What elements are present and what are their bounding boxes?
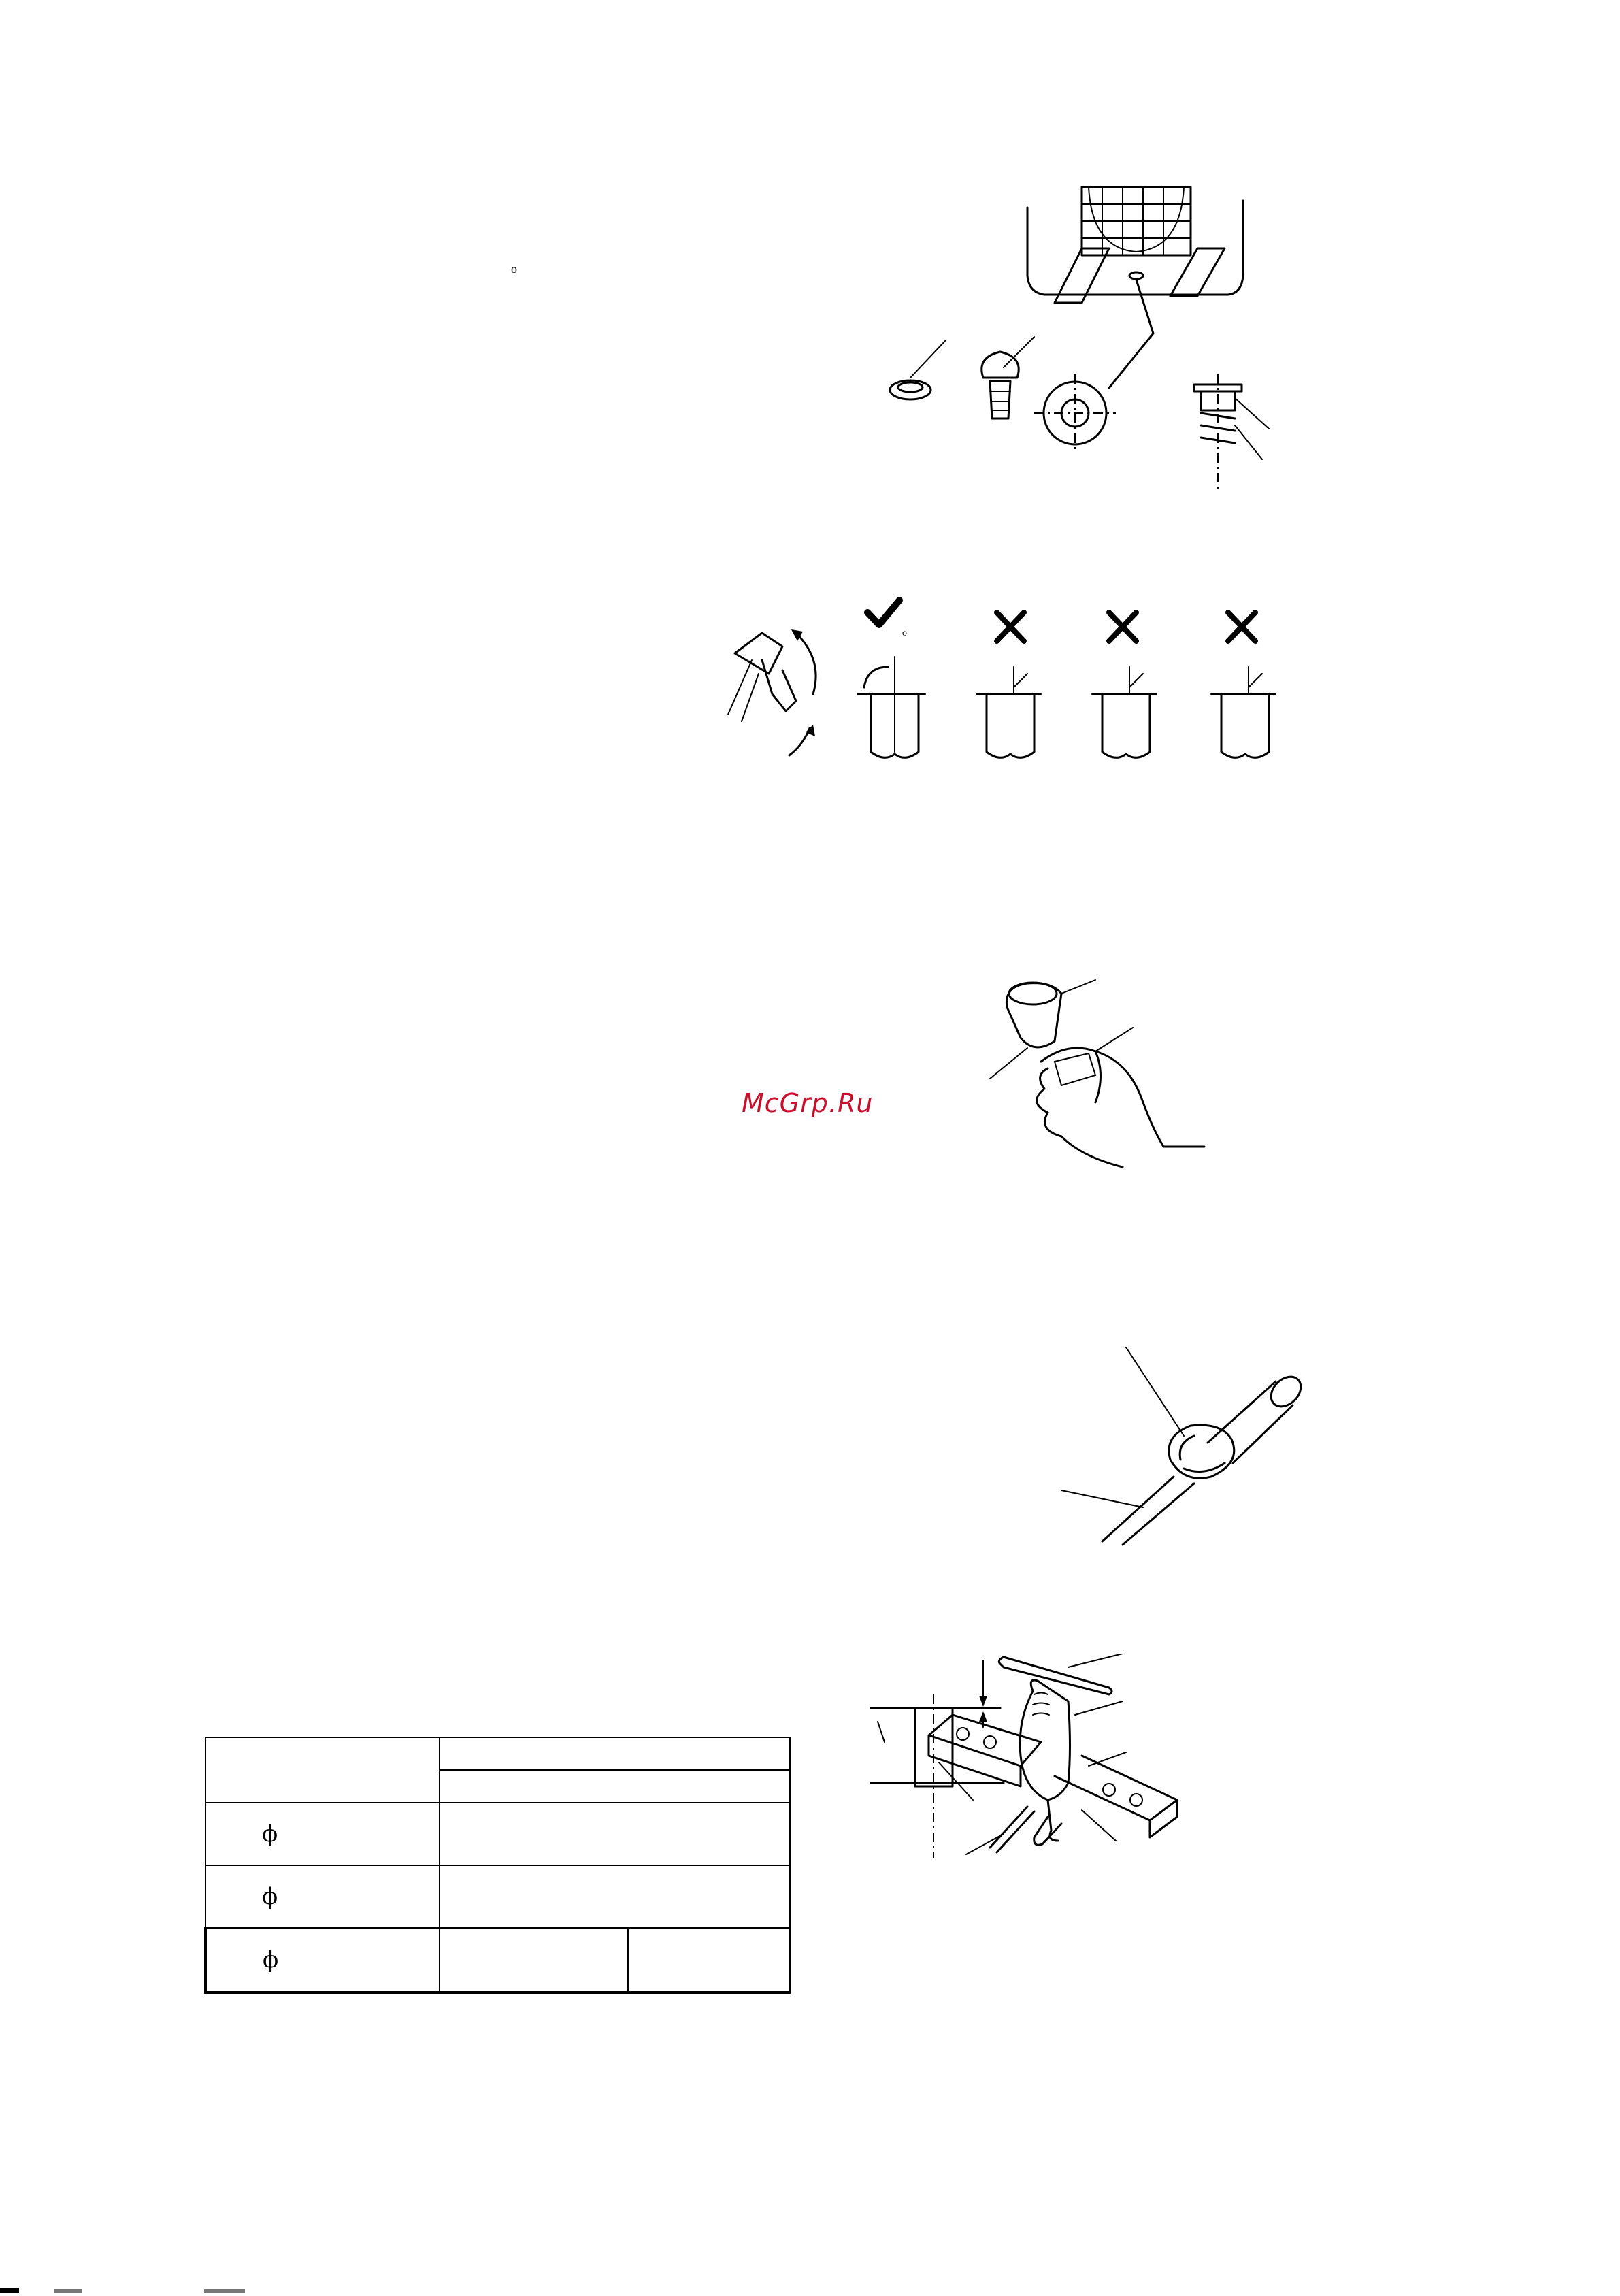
flare-nut-pipe-figure: [1055, 1347, 1306, 1552]
cross-mark-icon: [1228, 612, 1255, 641]
table-cell-value: [440, 1865, 790, 1928]
table-subheader-cell: [440, 1770, 790, 1803]
table-cell-value: [440, 1803, 790, 1865]
cross-mark-icon: [997, 612, 1024, 641]
check-mark-icon: [867, 600, 899, 625]
table-row: [205, 1865, 790, 1928]
cross-mark-icon: [1109, 612, 1136, 641]
table-cell-diameter: ϕ: [205, 1865, 440, 1928]
table-header-cell: [205, 1737, 440, 1803]
table-cell-diameter: ϕ: [205, 1928, 440, 1992]
table-cell-value: [628, 1928, 790, 1992]
table-header-row: [205, 1737, 790, 1770]
flaring-tool-figure: [864, 1654, 1340, 1885]
deburring-hand-figure: [987, 966, 1211, 1170]
table-cell-value: [440, 1928, 628, 1992]
drain-parts-figure: [850, 174, 1279, 493]
pipe-spec-table: [204, 1737, 791, 1994]
pipe-cut-check-figure: [721, 592, 1293, 783]
table-row: [205, 1928, 790, 1992]
stray-degree-mark: o: [511, 262, 517, 276]
table-header-cell: [440, 1737, 790, 1770]
stray-degree-mark-fig2: o: [902, 628, 907, 638]
cropped-footer-marks: [0, 2280, 286, 2293]
watermark-logo: McGrp.Ru: [742, 1088, 874, 1118]
table-cell-diameter: ϕ: [205, 1803, 440, 1865]
table-row: [205, 1803, 790, 1865]
